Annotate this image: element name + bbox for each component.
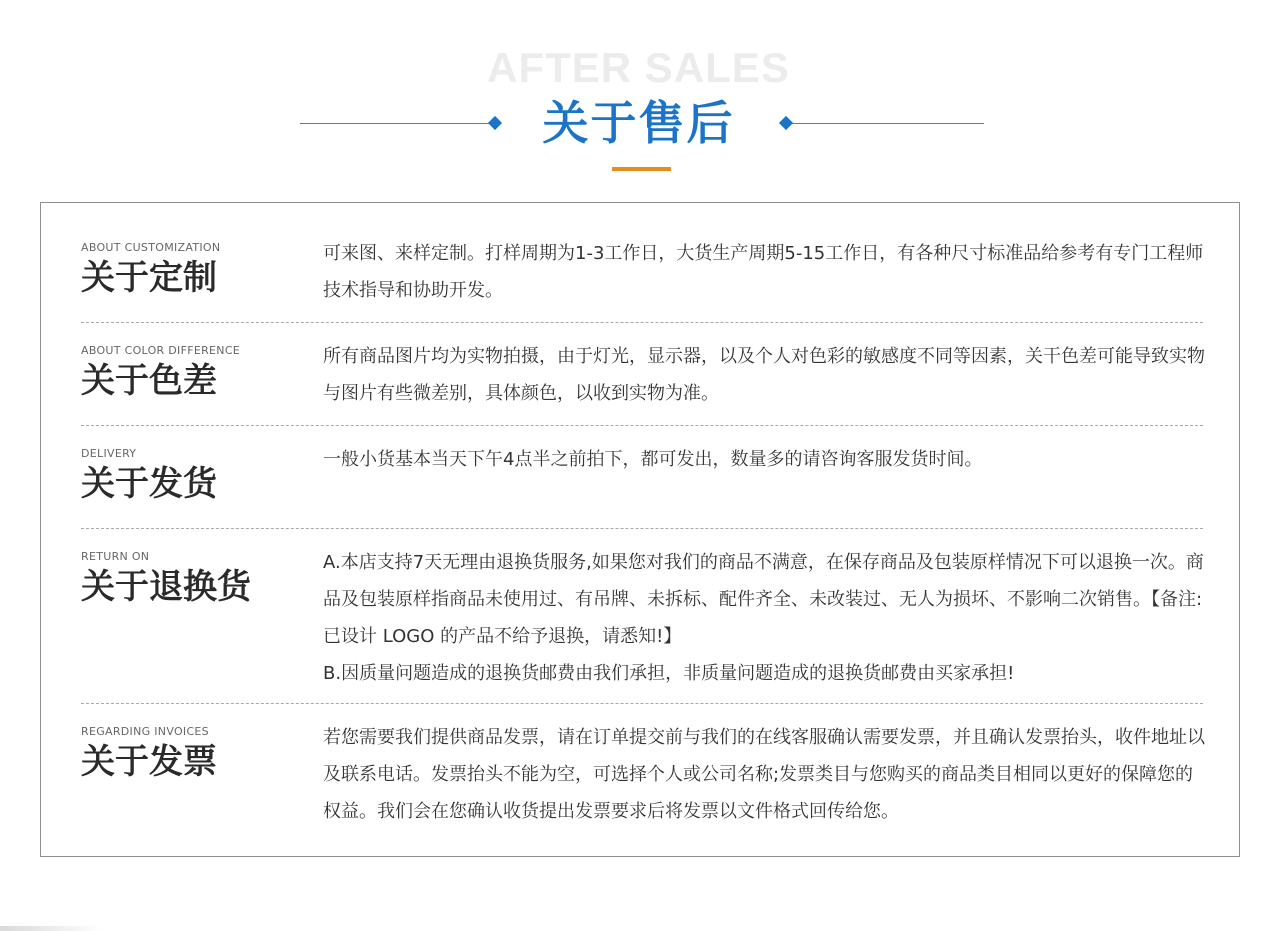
section-en-label: RETURN ON	[81, 550, 150, 563]
section-en-label: REGARDING INVOICES	[81, 725, 209, 738]
section-en-label: ABOUT COLOR DIFFERENCE	[81, 344, 241, 357]
title-underline	[612, 167, 671, 171]
section-paragraph: B.因质量问题造成的退换货邮费由我们承担，非质量问题造成的退换货邮费由买家承担!	[323, 663, 1015, 684]
section-body	[323, 235, 1205, 309]
section-en-label: DELIVERY	[81, 447, 137, 460]
section-heading: 关于定制	[81, 258, 217, 298]
after-sales-panel	[40, 202, 1240, 857]
section-heading: 关于退换货	[81, 567, 251, 607]
section-body	[323, 338, 1205, 412]
section-body	[323, 719, 1205, 830]
section-heading: 关于色差	[81, 361, 217, 401]
section-divider	[81, 528, 1203, 529]
page-title: 关于售后	[542, 96, 735, 150]
section-divider	[81, 322, 1203, 323]
section-paragraph: A.本店支持7天无理由退换货服务,如果您对我们的商品不满意，在保存商品及包装原样情况下可以退换一次。商品及包装原样指商品未使用过、有吊牌、未拆标、配件齐全、未改装过、无人为损坏、不影响二次销售。【备注:已设计 LOGO 的产品不给予退换，请悉知!】	[323, 552, 1204, 647]
header-background-title: AFTER SALES	[487, 44, 790, 91]
bottom-edge-strip	[0, 926, 1277, 931]
section-paragraph: 若您需要我们提供商品发票，请在订单提交前与我们的在线客服确认需要发票，并且确认发票抬头，收件地址以及联系电话。发票抬头不能为空，可选择个人或公司名称;发票类目与您购买的商品类目相同以更好的保障您的权益。我们会在您确认收货提出发票要求后将发票以文件格式回传给您。	[323, 727, 1205, 822]
section-heading: 关于发货	[81, 464, 217, 504]
section-divider	[81, 425, 1203, 426]
section-body	[323, 544, 1205, 692]
header-right-line	[792, 123, 984, 124]
section-paragraph: 一般小货基本当天下午4点半之前拍下，都可发出，数量多的请咨询客服发货时间。	[323, 449, 983, 470]
page-header	[0, 0, 1277, 200]
section-en-label: ABOUT CUSTOMIZATION	[81, 241, 221, 254]
section-divider	[81, 703, 1203, 704]
section-paragraph: 可来图、来样定制。打样周期为1-3工作日，大货生产周期5-15工作日，有各种尺寸标准品给参考有专门工程师技术指导和协助开发。	[323, 243, 1204, 301]
section-paragraph: 所有商品图片均为实物拍摄，由于灯光，显示器，以及个人对色彩的敏感度不同等因素，关干色差可能导致实物与图片有些微差别，具体颜色，以收到实物为准。	[323, 346, 1205, 404]
section-body	[323, 441, 1205, 478]
section-heading: 关于发票	[81, 742, 217, 782]
